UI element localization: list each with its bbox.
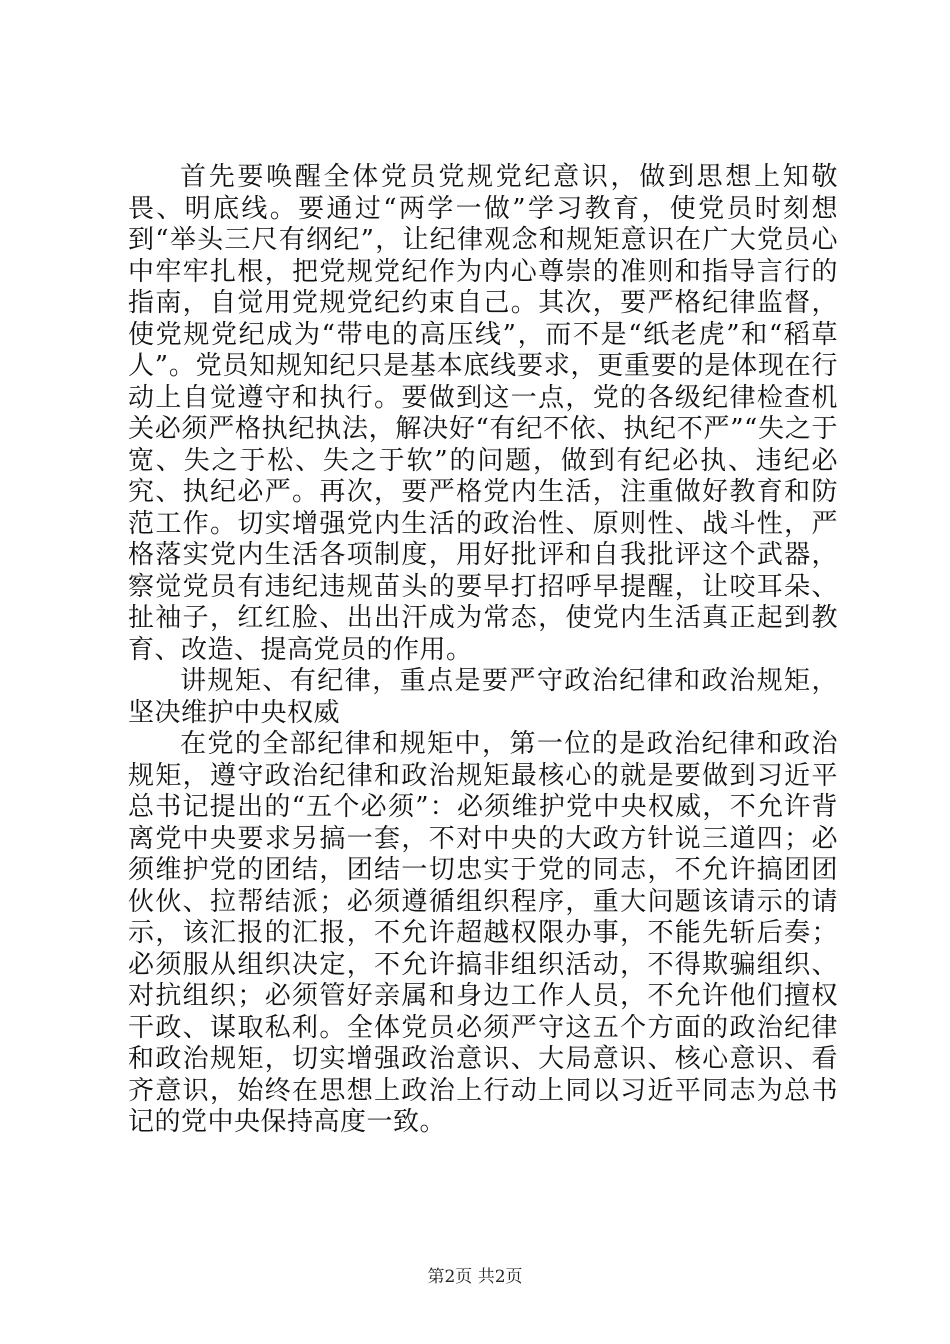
paragraph-3: 在党的全部纪律和规矩中，第一位的是政治纪律和政治规矩，遵守政治纪律和政治规矩最核心的就是要做到习近平总书记提出的“五个必须”：必须维护党中央权威，不允许背离党中央要求另搞一套，不对中央的大政方针说三道四；必须维护党的团结，团结一切忠实于党的同志，不允许搞团团伙伙、拉帮结派；必须遵循组织程序，重大问题该请示的请示，该汇报的汇报，不允许超越权限办事，不能先斩后奏；必须服从组织决定，不允许搞非组织活动，不得欺骗组织、对抗组织；必须管好亲属和身边工作人员，不允许他们擅权干政、谋取私利。全体党员必须严守这五个方面的政治纪律和政治规矩，切实增强政治意识、大局意识、核心意识、看齐意识，始终在思想上政治上行动上同以习近平同志为总书记的党中央保持高度一致。 <box>128 729 838 1137</box>
paragraph-1: 首先要唤醒全体党员党规党纪意识，做到思想上知敬畏、明底线。要通过“两学一做”学习教育，使党员时刻想到“举头三尺有纲纪”，让纪律观念和规矩意识在广大党员心中牢牢扎根，把党规党纪作为内心尊崇的准则和指导言行的指南，自觉用党规党纪约束自己。其次，要严格纪律监督，使党规党纪成为“带电的高压线”，而不是“纸老虎”和“稻草人”。党员知规知纪只是基本底线要求，更重要的是体现在行动上自觉遵守和执行。要做到这一点，党的各级纪律检查机关必须严格执纪执法，解决好“有纪不依、执纪不严”“失之于宽、失之于松、失之于软”的问题，做到有纪必执、违纪必究、执纪必严。再次，要严格党内生活，注重做好教育和防范工作。切实增强党内生活的政治性、原则性、战斗性，严格落实党内生活各项制度，用好批评和自我批评这个武器，察觉党员有违纪违规苗头的要早打招呼早提醒，让咬耳朵、扯袖子，红红脸、出出汗成为常态，使党内生活真正起到教育、改造、提高党员的作用。 <box>128 162 838 665</box>
page-footer: 第2页 共2页 <box>427 1267 523 1287</box>
document-body <box>128 162 838 1139</box>
paragraph-2-heading: 讲规矩、有纪律，重点是要严守政治纪律和政治规矩，坚决维护中央权威 <box>128 666 838 728</box>
